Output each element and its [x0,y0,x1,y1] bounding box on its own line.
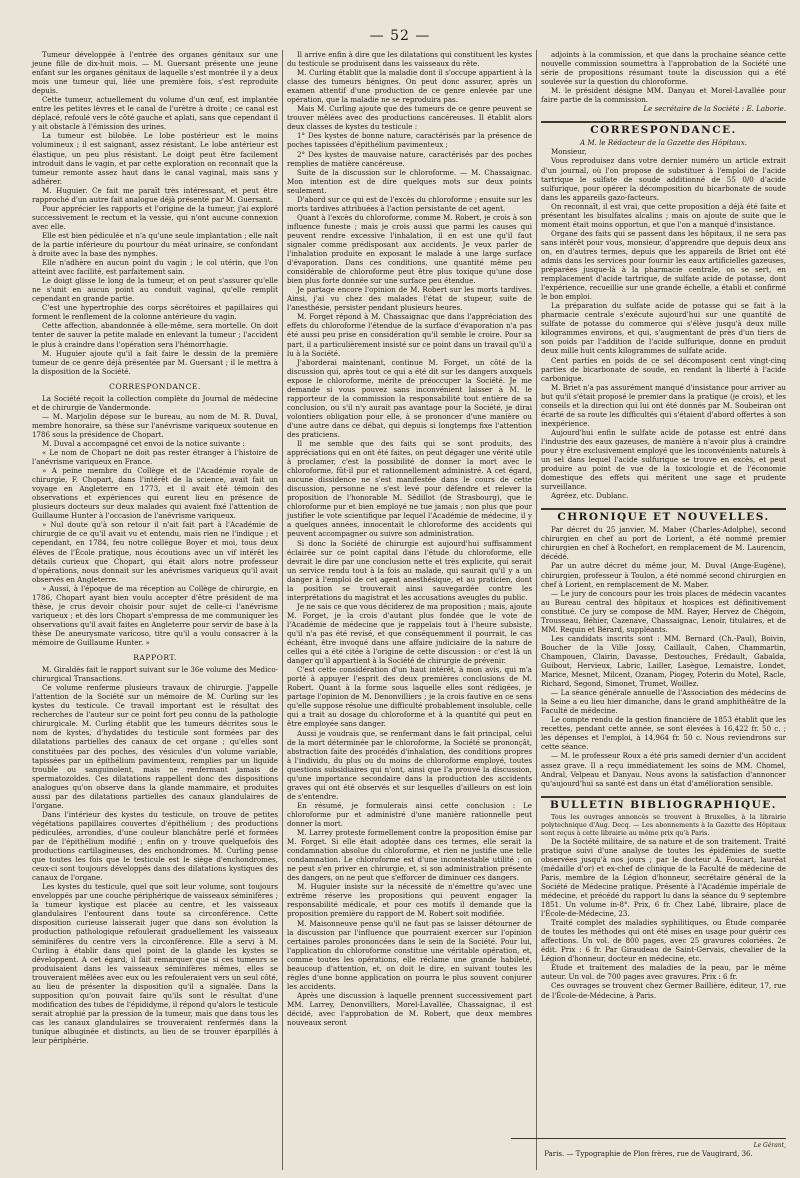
paragraph: Quant à l'excès du chloroforme, comme M. Robert, je crois à son influence funeste ; mais je crois aussi que parmi les causes qui peuvent rendre excessive l'inhalation, il en est une qu'il faut signaler comme prédisposant aux accidents. Je veux parler de l'inhalation produite en exposant le malade à une large surface d'évaporation. Dans ces conditions, une quantité même peu considérable de chloroforme peut être plus toxique qu'une dose bien plus forte donnée sur une surface peu étendue. [287,212,532,286]
paragraph: Si donc la Société de chirurgie est aujourd'hui suffisamment éclairée sur ce point capital dans l'étude du chloroforme, elle devrait le dire par une conclusion nette et très explicite, qui serait un service rendu tout à la fois au malade, qui saurait qu'il y a un danger à l'emploi de cet agent anesthésique, et au praticien, dont la position se trouverait ainsi sauvegardée contre les interprétations du magistrat et les accusations aveugles du public. [287,538,532,602]
paragraph: Dans l'intérieur des kystes du testicule, on trouve de petites végétations papillaires couvertes d'épithélium ; des productions pédiculées, arrondies, d'une couleur blanchâtre perlé et formées par de l'épithélium modifié ; enfin on y trouve quelquefois des productions cartilagineuses, des enchondromes. M. Curling pense que toutes les fois que le testicule est le siège d'enchondromes, ceux-ci sont toujours développés dans des dilatations kystiques des canaux de l'organe. [32,809,278,883]
paragraph: Cent parties en poids de ce sel décomposent cent vingt-cinq parties de bicarbonate de soude, en rendant la liberté à l'acide carbonique. [541,355,786,383]
column-middle [282,50,536,1170]
paragraph: La préparation du sulfate acide de potasse qui se fait à la pharmacie centrale s'exécute aujourd'hui sur une quantité de sulfate de potasse du commerce qui s'élève jusqu'à deux mille kilogrammes environs, et qui, s'augmentant de près d'un tiers de son poids par l'addition de l'acide sulfurique, donne en produit deux mille huit cents kilogrammes de sulfate acide. [541,301,786,356]
paragraph: En résumé, je formulerais ainsi cette conclusion : Le chloroforme pur et administré d'une manière rationnelle peut donner la mort. [287,800,532,828]
paragraph: Organe des faits qui se passent dans les hôpitaux, il ne sera pas sans intérêt pour vous, monsieur, d'apprendre que depuis deux ans on, en d'autres termes, depuis que les appareils de Briet ont été admis dans les services pour fournir les eaux artificielles gazeuses, préparées jusque-là à la pharmacie centrale, on se sert, en remplacement d'acide tartrique, de sulfate acide de potasse, dont l'expérience, recueillie sur une grande échelle, a établi et confirmé le bon emploi. [541,228,786,302]
paragraph: M. Forget répond à M. Chassaignac que dans l'appréciation des effets du chloroforme l'étendue de la surface d'évaporation n'a pas été aussi peu prise en considération qu'il semble le croire. Pour sa part, il a particulièrement insisté sur ce point dans un travail qu'il a lu à la Société. [287,312,532,358]
column-left [28,50,282,1170]
paragraph: Elle est bien pédiculée et n'a qu'une seule implantation ; elle naît de la partie inférieure du pourtour du méat urinaire, se confondant à droite avec la base des nymphes. [32,230,278,259]
paragraph: Aujourd'hui enfin le sulfate acide de potasse est entré dans l'industrie des eaux gazeuses, de manière à n'avoir plus à craindre pour y être exclusivement employé que les inconvénients naturels à un sel dans lequel l'acide sulfurique se trouve en excès, et peut produire au point de vue de la toxicologie et de l'économie domestique des effets qui méritent une sage et prudente surveillance. [541,427,786,492]
paragraph: M. Briet n'a pas assurément manqué d'insistance pour arriver au but qu'il s'était proposé le premier dans la pratique (je crois), et les conseils et la direction qui lui ont été donnés par M. Soubeiran ont écarté de sa route les difficultés qui s'étaient d'abord offertes à son inexpérience. [541,382,786,428]
paragraph: J'aborderai maintenant, continue M. Forget, un côté de la discussion qui, après tout ce qui a été dit sur les dangers auxquels expose le chloroforme, mérite de préoccuper la Société. Je me demande si vous pouvez sans inconvénient laisser à M. le rapporteur de la commission la responsabilité tout entière de sa conclusion, ou s'il n'y aurait pas avantage pour la Société, je dirai volontiers obligation pour elle, à se prononcer d'une manière ou d'une autre dans ce débat, qui depuis si longtemps fixe l'attention des praticiens. [287,357,532,439]
paragraph: adjoints à la commission, et que dans la prochaine séance cette nouvelle commission soumettra à l'approbation de la Société une série de propositions résumant toute la discussion qui a été soulevée sur la question du chloroforme. [541,50,786,87]
paragraph: Le doigt glisse le long de la tumeur, et on peut s'assurer qu'elle ne s'unit en aucun point au conduit vaginal, qu'elle remplit cependant en grande partie. [32,276,278,304]
paragraph: Il arrive enfin à dire que les dilatations qui constituent les kystes du testicule se produisent dans les vaisseaux du rête. [287,50,532,69]
column-right [536,50,790,1170]
gerant-label: Le Gérant, [753,1142,786,1149]
paragraph: La Société reçoit la collection complète du Journal de médecine et de chirurgie de Vandermonde. [32,393,278,412]
paragraph: » Nul doute qu'à son retour il n'ait fait part à l'Académie de chirurgie de ce qu'il avait vu et entendu, mais rien ne l'indique ; et cependant, en 1784, feu notre collègue Boyer et moi, tous deux élèves de l'École pratique, nous écoutions avec un vif intérêt les détails curieux que Chopart, qui était alors notre professeur d'opérations, nous donnait sur les anévrismes variqueux qu'il avait observés en Angleterre. [32,520,278,584]
paragraph: Le compte rendu de la gestion financière de 1853 établit que les recettes, pendant cette année, se sont élevées à 16,422 fr. 50 c. ; les dépenses et l'emploi, à 14,964 fr. 50 c. Nous reviendrons sur cette séance. [541,715,786,752]
paragraph: Pour apprécier les rapports et l'origine de la tumeur, j'ai exploré successivement le rectum et la vessie, qui n'ont aucune connexion avec elle. [32,203,278,231]
paragraph: M. Huguier. Ce fait me paraît très intéressant, et peut être rapproché d'un autre fait analogue déjà présenté par M. Guersant. [32,185,278,204]
paragraph: La tumeur est bilobée. Le lobe postérieur est le moins volumineux ; il est saignant, assez résistant. Le lobe antérieur est élastique, un peu plus résistant. Le doigt peut être facilement introduit dans le vagin, et par cette exploration on reconnaît que la tumeur remonte assez haut dans le canal vaginal, mais sans y adhérer. [32,131,278,186]
imprint-line: Paris. — Typographie de Plon frères, rue de Vaugirard, 36. [544,1150,753,1158]
rubric-heading: CHRONIQUE ET NOUVELLES. [541,508,786,522]
paragraph: Par un autre décret du même jour, M. Duval (Ange-Eugène), chirurgien, professeur à Toulon, a été nommé second chirurgien en chef à Lorient, en remplacement de M. Maber. [541,561,786,589]
paragraph: Par décret du 25 janvier, M. Maber (Charles-Adolphe), second chirurgien en chef au port de Lorient, a été nommé premier chirurgien en chef à Rochefort, en remplacement de M. Laurencin, décédé. [541,525,786,562]
notice-text: Tous les ouvrages annoncés se trouvent à Bruxelles, à la librairie polytechnique d'Aug. Decq. — Les abonnements à la Gazette des Hôpitaux sont reçus à cette librairie au même prix qu'à Paris. [541,812,786,837]
paragraph: C'est une hypertrophie des corps sécrétoires et papillaires qui forment le renflement de la colonne antérieure du vagin. [32,303,278,322]
paragraph: — La séance générale annuelle de l'Association des médecins de la Seine a eu lieu hier dimanche, dans le grand amphithéâtre de la Faculté de médecine. [541,688,786,716]
paragraph: M. Larrey proteste formellement contre la proposition émise par M. Forget. Si elle était adoptée dans ces termes, elle serait la condamnation absolue du chloroforme, et rien ne justifie une telle condamnation. Le chloroforme est d'une incontestable utilité ; on ne peut s'en priver en chirurgie, et, si son administration présente des dangers, on ne peut que s'efforcer de diminuer ces dangers. [287,828,532,883]
paragraph: Vous reproduisez dans votre dernier numéro un article extrait d'un journal, où l'on propose de substituer à l'emploi de l'acide tartrique le sulfate de soude additionné de 55 0/0 d'acide sulfurique, pour opérer la décomposition du bicarbonate de soude dans les appareils gazo-facteurs. [541,156,786,202]
paragraph: M. Huguier insiste sur la nécessité de n'émettre qu'avec une extrême réserve les propositions qui peuvent engager la responsabilité médicale, et pour ces motifs il demande que la proposition première du rapport de M. Robert soit modifiée. [287,882,532,919]
rubric-heading: CORRESPONDANCE. [541,121,786,135]
paragraph: M. Huguier ajoute qu'il a fait faire le dessin de la première tumeur de ce genre déjà présentée par M. Guersant ; il le mettra à la disposition de la Société. [32,348,278,376]
paragraph: M. Giraldès fait le rapport suivant sur le 36e volume des Medico-chirurgical Transactions. [32,665,278,684]
imprint-footer [511,1138,786,1159]
paragraph: Monsieur, [551,147,587,157]
paragraph: Elle n'adhère en aucun point du vagin ; le col utérin, que l'on atteint avec facilité, est parfaitement sain. [32,258,278,277]
paragraph: — Le jury de concours pour les trois places de médecin vacantes au Bureau central des hôpitaux et hospices est définitivement constitué. Ce jury se compose de MM. Rayer, Hervez de Chégoin, Trousseau, Béhier, Cazenave, Chassaignac, Lenoir, titulaires, et de MM. Requin et Bérard, suppléants. [541,588,786,634]
section-heading: RAPPORT. [133,653,177,663]
paragraph: Traité complet des maladies syphilitiques, ou Étude comparée de toutes les méthodes qui ont été mises en usage pour guérir ces affections. Un vol. de 800 pages, avec 25 gravures coloriées. 2e édit. Prix : 6 fr. Par Giraudeau de Saint-Gervais, chevalier de la Légion d'honneur, docteur en médecine, etc. [541,918,786,964]
paragraph: Je partage encore l'opinion de M. Robert sur les morts tardives. Ainsi, j'ai vu chez des malades l'état de stupeur, suite de l'anesthésie, persister pendant plusieurs heures. [287,285,532,313]
paragraph: Je ne sais ce que vous déciderez de ma proposition ; mais, ajoute M. Forget, je la crois d'autant plus fondée que le vote de l'Académie de médecine que je rappelais tout à l'heure subsiste, qu'il n'a pas été revisé, et que conséquemment il pourrait, le cas échéant, être invoqué dans une affaire judiciaire de la nature de celles qui a été citée à l'origine de cette discussion : or c'est là un danger qu'il appartient à la Société de chirurgie de prévenir. [287,601,532,666]
paragraph: — M. Marjolin dépose sur le bureau, au nom de M. R. Duval, membre honoraire, sa thèse sur l'anévrisme variqueux soutenue en 1786 sous la présidence de Chopart. [32,411,278,439]
columns [28,50,792,1170]
paragraph: C'est cette considération d'un haut intérêt, à mon avis, qui m'a porté à appuyer l'esprit des deux premières conclusions de M. Robert. Quant à la forme sous laquelle elles sont rédigées, je partage l'opinion de M. Denonvilliers ; je la crois fautive en ce sens qu'elle suppose résolue une difficulté probablement insoluble, celle qui a trait au dosage du chloroforme et à la quantité qui peut en être employée sans danger. [287,665,532,729]
paragraph: M. Duval a accompagné cet envoi de la notice suivante : [42,438,245,448]
paragraph: Il me semble que des faits qui se sont produits, des appréciations qui en ont été faites, on peut dégager une vérité utile à proclamer, c'est la possibilité de donner la mort avec le chloroforme, fût-il pur et rationnellement administré. A cet égard, aucune dissidence ne s'est manifestée dans le cours de cette discussion, personne ne s'est levé pour défendre et relever la proposition de l'honorable M. Sédillot (de Strasbourg), que le chloroforme pur et bien employé ne tue jamais ; non plus que pour justifier le vote scientifique par lequel l'Académie de médecine, il y a quelques années, innocentait le chloroforme des accidents qui peuvent accompagner ou suivre son administration. [287,439,532,539]
paragraph: De la Société militaire, de sa nature et de son traitement. Traité pratique suivi d'une analyse de toutes les épidémies de suette observées jusqu'à nos jours ; par le docteur A. Foucart, lauréat (médaille d'or) et ex-chef de clinique de la Faculté de médecine de Paris, membre de la Légion d'honneur, secrétaire général de la Société de Médecine pratique. Présenté à l'Académie impériale de médecine, et précédé du rapport lu dans la séance du 9 septembre 1851. Un volume in-8°. Prix, 6 fr. Chez Labé, libraire, place de l'École-de-Médecine, 23. [541,836,786,919]
paragraph: On reconnaît, il est vrai, que cette proposition a déjà été faite et présentant les bisulfates alcalins ; mais on ajoute de suite que le moment était moins opportun, et que l'on a manqué d'insistance. [541,201,786,229]
paragraph: Ces ouvrages se trouvent chez Germer Baillière, éditeur, 17, rue de l'École-de-Médecine, à Paris. [541,981,786,1000]
rubric-heading: BULLETIN BIBLIOGRAPHIQUE. [541,796,786,810]
paragraph: Mais M. Curling ajoute que des tumeurs de ce genre peuvent se trouver mêlées avec des productions cancéreuses. Il établit alors deux classes de kystes du testicule : [287,104,532,132]
paragraph: Étude et traitement des maladies de la peau, par le même auteur. Un vol. de 700 pages avec gravures. Prix : 6 fr. [541,963,786,982]
paragraph: Après une discussion à laquelle prennent successivement part MM. Larrey, Denonvilliers, Morel-Lavallée, Chassaignac, il est décidé, avec l'approbation de M. Robert, que deux membres nouveaux seront [287,990,532,1028]
paragraph: D'abord sur ce qui est de l'excès du chloroforme ; ensuite sur les morts tardives attribuées à l'action persistante de cet agent. [287,194,532,213]
paragraph: M. Maisonneuve pense qu'il ne faut pas se laisser détourner de la discussion par l'influence que pourraient exercer sur l'opinion certaines paroles prononcées dans le sein de la Société. Pour lui, l'application du chloroforme constitue une véritable opération, et, comme toutes les opérations, elle réclame une grande habileté, beaucoup d'attention, et, on doit le dire, en suivant toutes les règles d'une bonne application on pourra le plus souvent conjurer les accidents. [287,918,532,991]
paragraph: » Aussi, à l'époque de ma réception au Collège de chirurgie, en 1786, Chopart ayant bien voulu accepter d'être président de ma thèse, je crus devoir choisir pour sujet de celle-ci l'anévrisme variqueux ; et dès lors Chopart s'empressa de me communiquer les observations qu'il avait faites en Angleterre pour servir de base à la thèse De aneurysmate varicoso, titre qu'il a voulu consacrer à la mémoire de Guillaume Hunter. » [32,583,278,647]
paragraph: Les candidats inscrits sont : MM. Bernard (Ch.-Paul), Boivin, Boucher de la Ville Jossy, Caillault, Cahen, Chammartin, Champouen, Clairin, Davasse, Destouches, Frédault, Gabalda, Guibout, Hervieux, Labric, Lailler, Lasègue, Lemaistre, Londet, Marice, Mesnet, Milcent, Ozanam, Piogey, Poterin du Motel, Racle, Richard, Segond, Simonet, Trumet, Woillez. [541,633,786,689]
paragraph: Ce volume renferme plusieurs travaux de chirurgie. J'appelle l'attention de la Société sur un mémoire de M. Curling sur les kystes du testicule. Ce travail important est le résultat des recherches de l'auteur sur ce point fort peu connu de la pathologie chirurgicale. M. Curling établit que les tumeurs décrites sous le nom de kystes, d'hydatides du testicule sont formées par des dilatations partielles des canaux de cet organe ; qu'elles sont constituées par des poches, des vésicules d'un volume variable, tapissées par un épithélium pavimenteux, remplies par un liquide trouble ou sanguinolent, mais ne renfermant jamais de spermatozoïdes. Ces dilatations rappellent donc des dispositions analogues qu'on observe dans la glande mammaire, et produites aussi par des dilatations partielles des canaux glandulaires de l'organe. [32,683,278,810]
paragraph: Suite de la discussion sur le chloroforme. — M. Chassaignac. Mon intention est de dire quelques mots sur deux points seulement. [287,167,532,195]
paragraph: 1° Des kystes de bonne nature, caractérisés par la présence de poches tapissées d'épithélium pavimenteux ; [287,131,532,150]
paragraph: « Le nom de Chopart ne doit pas rester étranger à l'histoire de l'anévrisme variqueux en France. [32,448,278,467]
paragraph: Cette affection, abandonnée à elle-même, sera mortelle. On doit tenter de sauver la petite malade en enlevant la tumeur ; l'accident le plus à craindre dans l'opération sera l'hémorrhagie. [32,321,278,349]
section-heading: CORRESPONDANCE. [109,381,201,391]
paragraph: Les kystes du testicule, quel que soit leur volume, sont toujours enveloppés par une couche périphérique de vaisseaux séminifères ; la tumeur kystique est placée au centre, et les vaisseaux glandulaires l'entourent dans toute sa circonférence. Cette disposition curieuse laisserait juger que dans son évolution la production pathologique refoulerait graduellement les vaisseaux séminifères du centre vers la circonférence. Elle a servi à M. Curling à établir dans quel point de la glande les kystes se développent. A cet égard, il fait remarquer que si ces tumeurs se produisaient dans les vaisseaux séminifères mêmes, elles se trouveraient mêlées avec eux ou les refouleraient vers un seul côté, au lieu de présenter la disposition qu'il a signalée. Dans la supposition qu'on pouvait faire qu'ils sont le résultat d'une modification des tubes de l'épididyme, il répond qu'alors le testicule serait atrophié par la pression de la tumeur, mais que dans tous les cas les canaux glandulaires se trouveraient renfermés dans la tunique albuginée et distincts, au lieu de se trouver éparpillés à leur périphérie. [32,882,278,1046]
paragraph: Agréez, etc. Dublanc. [551,491,629,501]
letter-address: A M. le Rédacteur de la Gazette des Hôpitaux. [580,138,747,148]
paragraph: » A peine membre du Collège et de l'Académie royale de chirurgie, F. Chopart, dans l'intérêt de la science, avait fait un voyage en Angleterre en 1773, et il avait été témoin des observations et expériences qui eurent lieu en présence de plusieurs docteurs sur deux malades qui avaient fixé l'attention de Guillaume Hunter à l'occasion de l'anévrisme variqueux. [32,466,278,521]
paragraph: Tumeur développée à l'entrée des organes génitaux sur une jeune fille de dix-huit mois. — M. Guersant présente une jeune enfant sur les organes génitaux de laquelle s'est montrée il y a deux mois une tumeur qui, liée une première fois, s'est reproduite depuis. [32,50,278,96]
page-number: — 52 — [369,28,431,44]
paragraph: M. Curling établit que la maladie dont il s'occupe appartient à la classe des tumeurs bénignes. On peut donc assurer, après un examen attentif d'une production de ce genre enlevée par une opération, que la maladie ne se reproduira pas. [287,68,532,105]
paragraph: Cette tumeur, actuellement du volume d'un œuf, est implantée entre les petites lèvres et le canal de l'urètre à droite ; ce canal est déplacé, refoulé vers le côté gauche et aplati, sans que cependant il y ait obstacle à l'émission des urines. [32,95,278,132]
paragraph: 2° Des kystes de mauvaise nature, caractérisés par des poches remplies de matière cancéreuse. [287,149,532,168]
paragraph: Aussi je voudrais que, se renfermant dans le fait principal, celui de la mort déterminée par le chloroforme, la Société se prononçât, abstraction faite des procédés d'inhalation, des conditions propres à l'individu, du plus ou du moins de chloroforme employé, toutes questions subsidiaires qui n'ont, ainsi que l'a prouvé la discussion, qu'une importance secondaire dans la production des accidents graves qui ont été observés et sur lesquelles d'ailleurs on est loin de s'entendre. [287,728,532,801]
paragraph: — M. le professeur Roux a été pris samedi dernier d'un accident assez grave. Il a reçu immédiatement les soins de MM. Chomel, Andral, Velpeau et Danyau. Nous avons la satisfaction d'annoncer qu'aujourd'hui sa santé est dans un état d'amélioration sensible. [541,751,786,788]
signature-line: Le secrétaire de la Société : E. Laborie. [643,104,786,114]
paragraph: M. le président désigne MM. Danyau et Morel-Lavallée pour faire partie de la commission. [541,86,786,105]
